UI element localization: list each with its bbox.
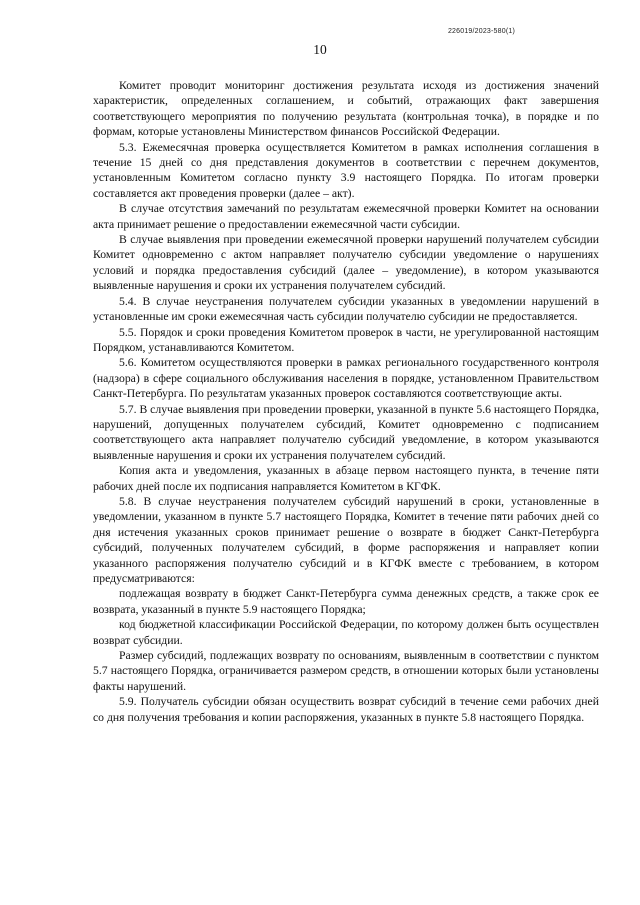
paragraph-5-4: 5.4. В случае неустранения получателем субсидии указанных в уведомлении нарушений в установленные им сроки ежемесячная часть субсидии получателю субсидии не предоставляется.	[93, 294, 599, 324]
document-id: 226019/2023-580(1)	[447, 28, 515, 35]
paragraph-5-3: 5.3. Ежемесячная проверка осуществляется Комитетом в рамках исполнения соглашения в течение 15 дней со дня представления документов в соответствии с перечнем документов, установленным Комитетом согласно пункту 3.9 настоящего Порядка. По итогам проверки составляется акт проведения проверки (далее – акт).	[93, 140, 599, 200]
paragraph: В случае выявления при проведении ежемесячной проверки нарушений получателем субсидии Комитет одновременно с актом направляет получателю субсидии уведомление о нарушениях условий и порядка предоставления субсидий (далее – уведомление), в котором указываются выявленные нарушения и сроки их устранения получателем субсидий.	[93, 233, 599, 293]
paragraph: Копия акта и уведомления, указанных в абзаце первом настоящего пункта, в течение пяти рабочих дней после их подписания направляется Комитетом в КГФК.	[93, 464, 599, 493]
paragraph-5-8: 5.8. В случае неустранения получателем субсидий нарушений в сроки, установленные в уведомлении, указанном в пункте 5.7 настоящего Порядка, Комитет в течение пяти рабочих дней со дня истечения указанных сроков принимает решение о возврате в бюджет Санкт-Петербурга субсидий, полученных получателем субсидий, в форме распоряжения и направляет копии указанного распоряжения получателю субсидий и в КГФК вместе с требованием, в котором предусматриваются:	[93, 494, 599, 585]
document-body	[93, 78, 599, 725]
paragraph-5-6: 5.6. Комитетом осуществляются проверки в рамках регионального государственного контроля (надзора) в сфере социального обслуживания населения в порядке, установленном Правительством Санкт-Петербурга. По результатам указанных проверок составляются соответствующие акты.	[93, 356, 599, 401]
page-number: 10	[313, 42, 327, 57]
paragraph: подлежащая возврату в бюджет Санкт-Петербурга сумма денежных средств, а также срок ее возврата, указанный в пункте 5.9 настоящего Порядка;	[93, 587, 599, 616]
paragraph: Размер субсидий, подлежащих возврату по основаниям, выявленным в соответствии с пунктом 5.7 настоящего Порядка, ограничивается размером средств, в отношении которых были установлены факты нарушений.	[93, 649, 599, 693]
paragraph-5-5: 5.5. Порядок и сроки проведения Комитетом проверок в части, не урегулированной настоящим Порядком, устанавливаются Комитетом.	[93, 325, 599, 354]
paragraph: код бюджетной классификации Российской Федерации, по которому должен быть осуществлен возврат субсидии.	[93, 618, 599, 647]
paragraph: В случае отсутствия замечаний по результатам ежемесячной проверки Комитет на основании акта принимает решение о предоставлении ежемесячной части субсидии.	[93, 202, 599, 231]
paragraph: Комитет проводит мониторинг достижения результата исходя из достижения значений характеристик, определенных соглашением, и событий, отражающих факт завершения соответствующего мероприятия по получению результата (контрольная точка), в порядке и по формам, которые установлены Министерством финансов Российской Федерации.	[93, 79, 599, 139]
paragraph-5-9: 5.9. Получатель субсидии обязан осуществить возврат субсидий в течение семи рабочих дней со дня получения требования и копии распоряжения, указанных в пункте 5.8 настоящего Порядка.	[93, 695, 599, 724]
paragraph-5-7: 5.7. В случае выявления при проведении проверки, указанной в пункте 5.6 настоящего Порядка, нарушений, допущенных получателем субсидий, Комитет одновременно с подписанием соответствующего акта направляет получателю субсидий уведомление, в котором указываются выявленные нарушения и сроки их устранения получателем субсидий.	[93, 402, 599, 462]
